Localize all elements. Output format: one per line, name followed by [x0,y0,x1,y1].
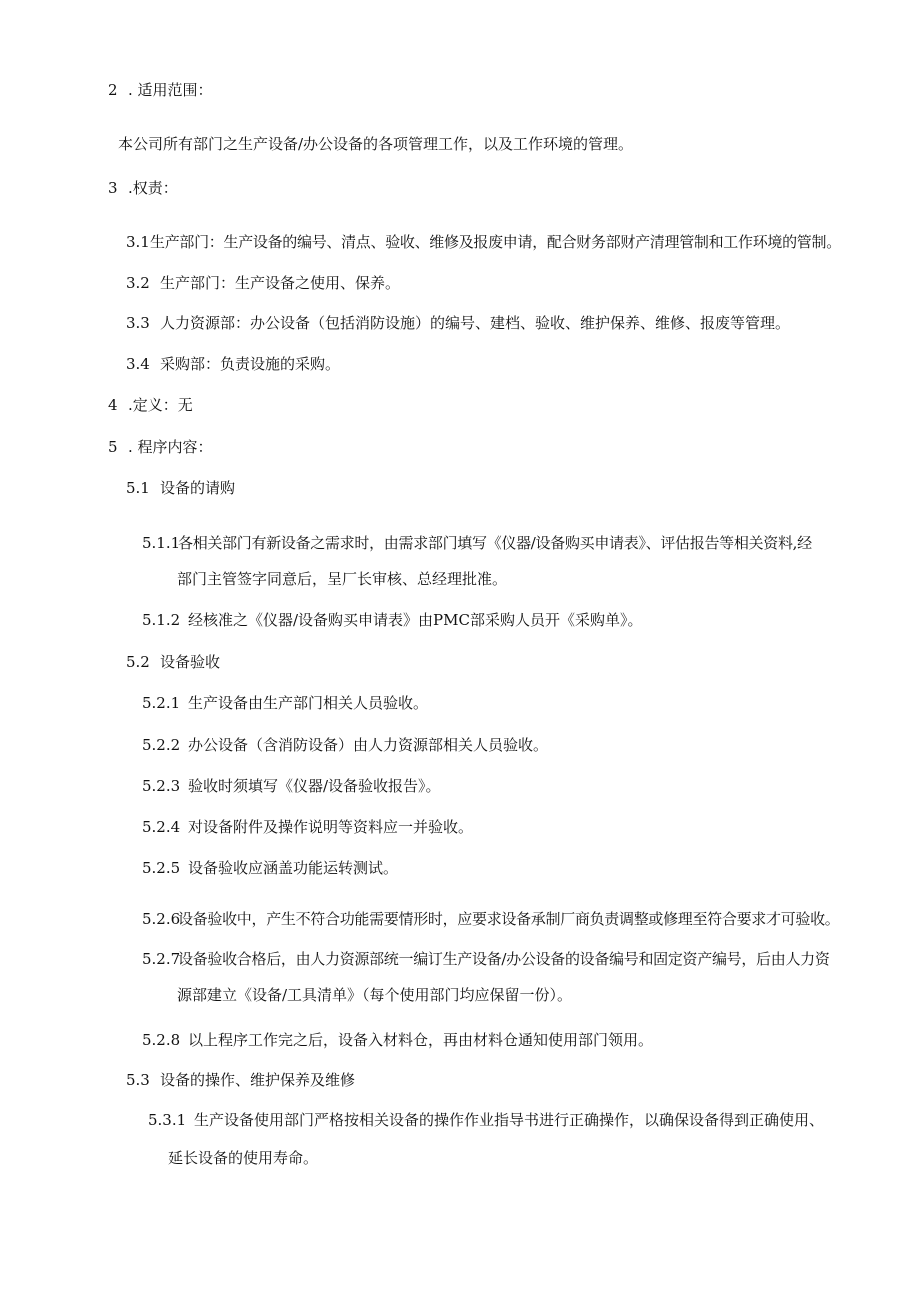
subsection-title: 设备的操作、维护保养及维修 [160,1071,356,1089]
section-2-body: 本公司所有部门之生产设备/办公设备的各项管理工作，以及工作环境的管理。 [118,135,634,153]
item-number: 3.2 [126,274,150,292]
item-number: 5.2.5 [142,859,181,877]
item-number: 5.2.1 [142,694,181,712]
item-text: 生产部门：生产设备的编号、清点、验收、维修及报废申请，配合财务部财产清理管制和工作环境的管制。 [150,233,841,251]
item-text-continued: 延长设备的使用寿命。 [168,1149,319,1167]
subsection-number: 5.1 [126,479,150,497]
section-3-number: 3 [108,179,118,197]
item-text: 各相关部门有新设备之需求时，由需求部门填写《仪器/设备购买申请表》、评估报告等相关资料,经 [178,534,812,552]
item-number: 5.3.1 [148,1111,187,1129]
item-text: 经核准之《仪器/设备购买申请表》由PMC部采购人员开《采购单》。 [188,611,643,629]
item-text-continued: 部门主管签字同意后，呈厂长审核、总经理批准。 [177,570,508,588]
item-number: 5.2.3 [142,777,181,795]
item-number: 5.2.6 [142,910,181,928]
item-text: 生产设备由生产部门相关人员验收。 [188,694,429,712]
item-number: 5.2.4 [142,818,181,836]
item-text: 生产部门：生产设备之使用、保养。 [160,274,401,292]
item-number: 5.1.1 [142,534,181,552]
item-number: 5.1.2 [142,611,181,629]
item-text: 人力资源部：办公设备（包括消防设施）的编号、建档、验收、维护保养、维修、报废等管理。 [160,314,791,332]
section-3-title: .权责： [128,179,178,197]
subsection-number: 5.3 [126,1071,150,1089]
section-5-number: 5 [108,438,118,456]
section-4-number: 4 [108,396,118,414]
item-text: 采购部：负责设施的采购。 [160,355,341,373]
item-number: 5.2.7 [142,950,181,968]
item-number: 5.2.2 [142,736,181,754]
section-4-title: .定义：无 [128,396,193,414]
section-2-number: 2 [108,81,118,99]
item-number: 3.3 [126,314,150,332]
item-number: 3.1 [126,233,150,251]
item-number: 3.4 [126,355,150,373]
item-text: 设备验收合格后，由人力资源部统一编订生产设备/办公设备的设备编号和固定资产编号，后由人力资 [178,950,830,968]
subsection-title: 设备的请购 [160,479,236,497]
item-text-continued: 源部建立《设备/工具清单》（每个使用部门均应保留一份）。 [177,986,573,1004]
item-text: 设备验收中，产生不符合功能需要情形时，应要求设备承制厂商负责调整或修理至符合要求才可验收。 [178,910,840,928]
item-text: 以上程序工作完之后，设备入材料仓，再由材料仓通知使用部门领用。 [188,1031,654,1049]
item-text: 对设备附件及操作说明等资料应一并验收。 [188,818,474,836]
section-2-title: . 适用范围： [128,81,213,99]
item-text: 设备验收应涵盖功能运转测试。 [188,859,399,877]
item-text: 验收时须填写《仪器/设备验收报告》。 [188,777,441,795]
item-text: 办公设备（含消防设备）由人力资源部相关人员验收。 [188,736,549,754]
subsection-title: 设备验收 [160,653,221,671]
section-5-title: . 程序内容： [128,438,213,456]
subsection-number: 5.2 [126,653,150,671]
item-number: 5.2.8 [142,1031,181,1049]
item-text: 生产设备使用部门严格按相关设备的操作作业指导书进行正确操作，以确保设备得到正确使用、 [194,1111,825,1129]
